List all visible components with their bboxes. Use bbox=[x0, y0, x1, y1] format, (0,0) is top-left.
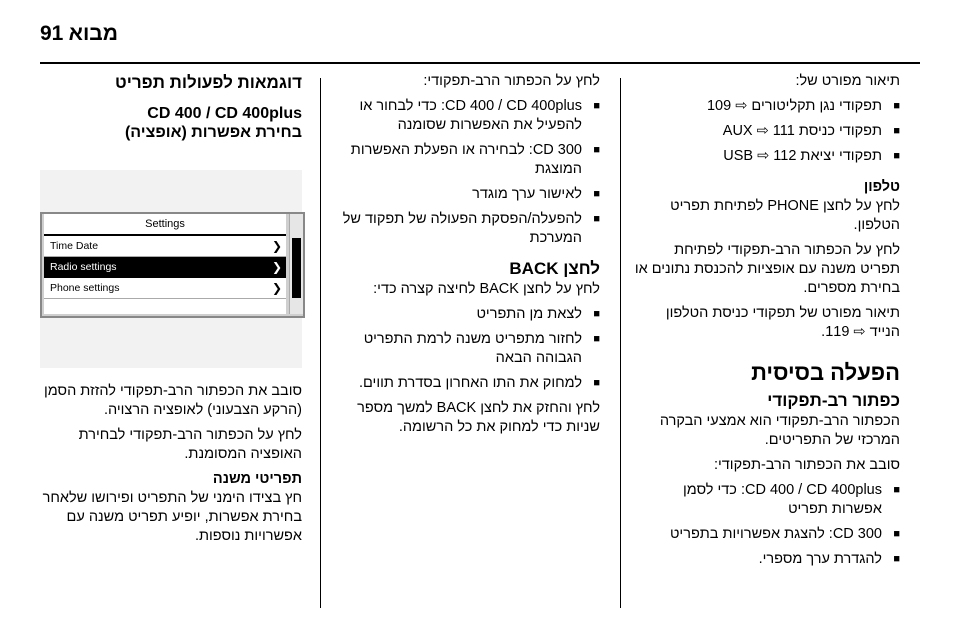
list-item: ■ לאישור ערך מוגדר bbox=[332, 185, 600, 204]
list-item: ■ לחזור מתפריט משנה לרמת התפריט הגבוהה הבאה bbox=[332, 330, 600, 368]
back-heading: לחצן BACK bbox=[509, 259, 600, 278]
header-rule bbox=[40, 62, 920, 64]
column-divider-right bbox=[620, 78, 621, 608]
menu-item-label: Time Date bbox=[50, 240, 99, 252]
chapter-title: מבוא bbox=[68, 22, 118, 45]
instruction-paragraph: לחץ על הכפתור הרב-תפקודי לבחירת האופציה המסומנת. bbox=[78, 427, 302, 462]
list-item: ■ למחוק את התו האחרון בסדרת תווים. bbox=[332, 374, 600, 393]
phone-paragraph: לחץ על הכפתור הרב-תפקודי לפתיחת תפריט משנה עם אופציות להכנסת נתונים או בחירת מספרים. bbox=[634, 242, 900, 296]
select-option-subheading: בחירת אפשרות (אופציה) bbox=[124, 124, 302, 141]
model-subheading: CD 400 / CD 400plus bbox=[147, 105, 302, 122]
back-intro: לחץ על לחצן BACK לחיצה קצרה כדי: bbox=[373, 281, 600, 297]
submenu-paragraph: חץ בצידו הימני של התפריט ופירושו שלאחר בחירת אפשרות, יופיע תפריט משנה עם אפשרויות נוספות. bbox=[42, 490, 302, 544]
scrollbar-thumb[interactable] bbox=[292, 238, 301, 298]
knob-heading: כפתור רב-תפקודי bbox=[767, 391, 900, 410]
examples-heading: דוגמאות לפעולות תפריט bbox=[115, 73, 302, 92]
page-header bbox=[40, 14, 920, 54]
menu-item-time-date[interactable] bbox=[44, 236, 286, 257]
settings-menu bbox=[44, 214, 286, 314]
list-item: ■ CD 400 / CD 400plus: כדי לבחור או להפעיל את האפשרות שסומנה bbox=[332, 97, 600, 135]
chevron-right-icon: ❯ bbox=[271, 260, 282, 274]
settings-screen bbox=[40, 212, 305, 318]
list-item: ■ להגדרת ערך מספרי. bbox=[632, 550, 900, 569]
instruction-paragraph: סובב את הכפתור הרב-תפקודי להזזת הסמן (הרקע הצבעוני) לאופציה הרצויה. bbox=[43, 383, 302, 418]
list-item: ■ CD 300: לבחירה או הפעלת האפשרות המוצגת bbox=[332, 141, 600, 179]
list-item: ■ CD 300: להצגת אפשרויות בתפריט bbox=[632, 525, 900, 544]
phone-paragraph: לחץ על לחצן PHONE לפתיחת תפריט הטלפון. bbox=[670, 198, 900, 233]
menu-item-radio-settings[interactable] bbox=[44, 257, 286, 278]
page-number: 91 bbox=[40, 22, 64, 45]
list-item: ■ תפקודי יציאת USB ⇨ 112 bbox=[632, 147, 900, 166]
right-column bbox=[632, 72, 900, 575]
section-heading: הפעלה בסיסית bbox=[751, 360, 900, 385]
submenu-heading: תפריטי משנה bbox=[212, 471, 302, 487]
list-item: ■ CD 400 / CD 400plus: כדי לסמן אפשרות תפריט bbox=[632, 481, 900, 519]
middle-column bbox=[332, 72, 600, 437]
list-item: ■ תפקודי כניסת AUX ⇨ 111 bbox=[632, 122, 900, 141]
menu-title: Settings bbox=[44, 214, 286, 236]
chevron-right-icon: ❯ bbox=[271, 281, 282, 295]
list-item: ■ להפעלה/הפסקת הפעולה של תפקוד של המערכת bbox=[332, 210, 600, 248]
menu-item-label: Phone settings bbox=[50, 282, 120, 294]
list-item: ■ תפקודי נגן תקליטורים ⇨ 109 bbox=[632, 97, 900, 116]
menu-scrollbar[interactable] bbox=[289, 214, 303, 314]
left-column bbox=[40, 72, 302, 142]
phone-paragraph: תיאור מפורט של תפקודי כניסת הטלפון הנייד ⇨ 119. bbox=[665, 305, 900, 340]
back-paragraph: לחץ והחזק את לחצן BACK למשך מספר שניות כדי למחוק את כל הרשומה. bbox=[357, 400, 600, 435]
column-divider-left bbox=[320, 78, 321, 608]
phone-heading: טלפון bbox=[863, 179, 900, 195]
knob-paragraph: הכפתור הרב-תפקודי הוא אמצעי הבקרה המרכזי של התפריטים. bbox=[659, 413, 900, 448]
chevron-right-icon: ❯ bbox=[271, 239, 282, 253]
menu-item-label: Radio settings bbox=[50, 261, 117, 273]
list-item: ■ לצאת מן התפריט bbox=[332, 305, 600, 324]
menu-item-phone-settings[interactable] bbox=[44, 278, 286, 299]
detail-intro: תיאור מפורט של: bbox=[795, 73, 900, 89]
left-column-lower bbox=[40, 382, 302, 546]
press-intro: לחץ על הכפתור הרב-תפקודי: bbox=[423, 73, 600, 89]
knob-paragraph: סובב את הכפתור הרב-תפקודי: bbox=[713, 457, 900, 473]
